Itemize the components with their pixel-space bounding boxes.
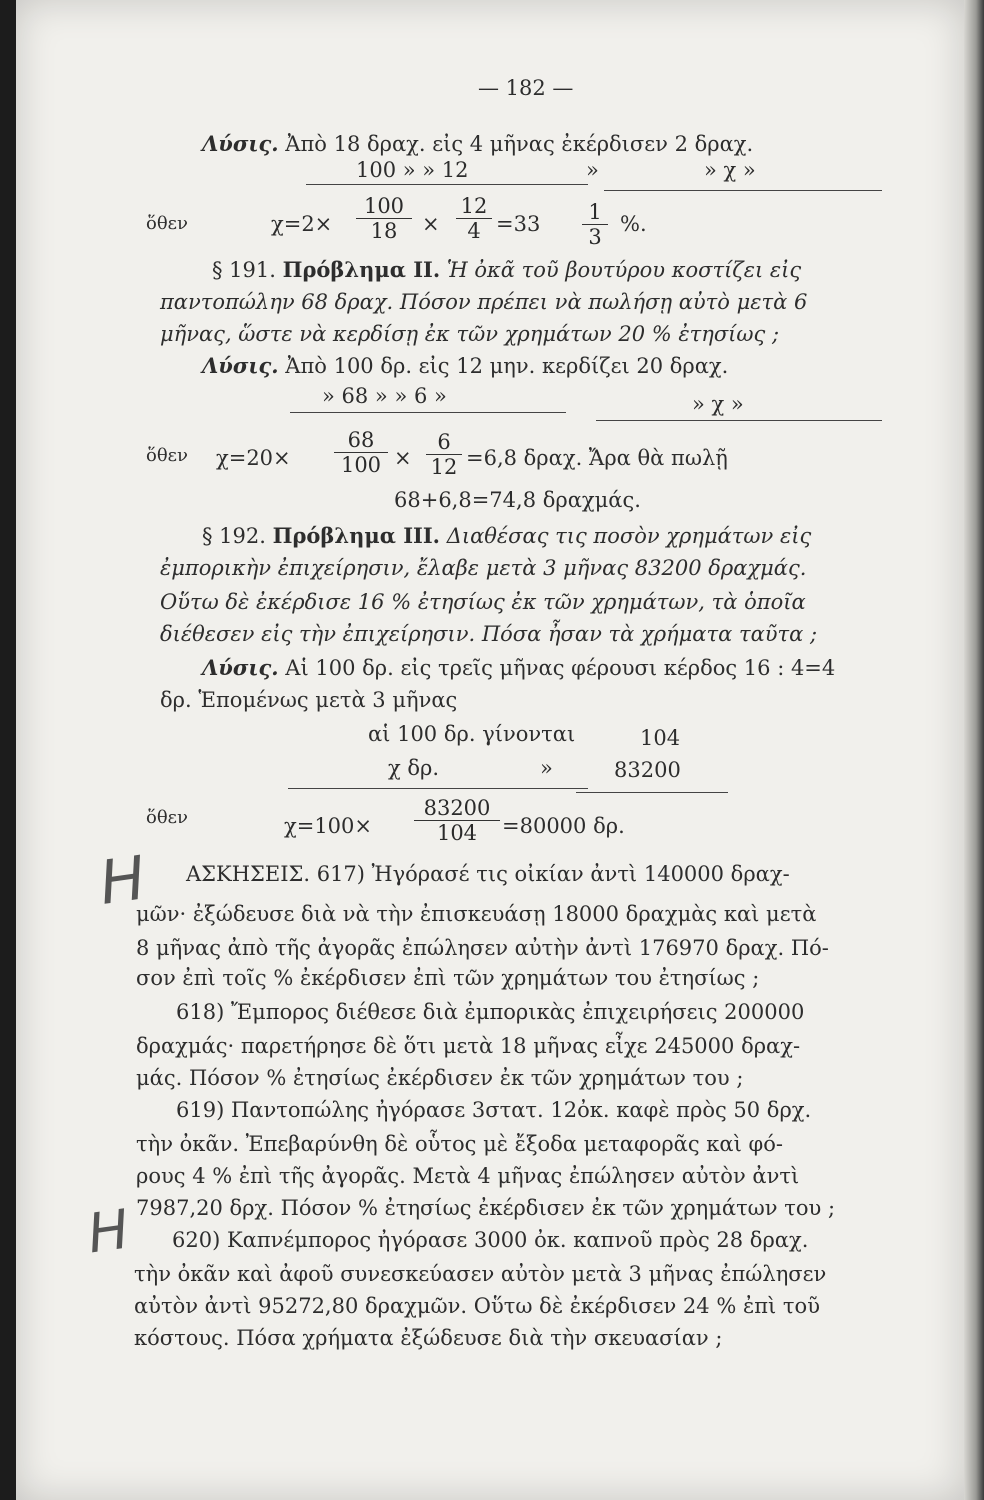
ex618-line2: δραχμάς· παρετήρησε δὲ ὅτι μετὰ 18 μῆνας εἶχε 245000 δραχ- [136, 1034, 801, 1058]
fraction: $\frac{100}{18}$ [356, 194, 412, 243]
ex619-line1: 619) Παντοπώλης ἠγόρασε 3στατ. 12ὀκ. καφὲ πρὸς 50 δρχ. [176, 1098, 812, 1122]
problem-label: Πρόβλημα ΙΙΙ. [272, 523, 440, 548]
s190-line2b: » [586, 158, 599, 182]
ex617-line3: 8 μῆνας ἀπὸ τῆς ἀγορᾶς ἐπώλησεν αὐτὴν ἀντὶ 176970 δραχ. Πό- [136, 936, 829, 960]
sum-line: 68+6,8=74,8 δραχμάς. [394, 488, 641, 512]
times-sign: × [422, 212, 440, 236]
times-sign: × [394, 446, 412, 470]
exercises-heading: ΑΣΚΗΣΕΙΣ. [186, 862, 311, 886]
book-page [16, 0, 964, 1500]
fraction: $\frac{68}{100}$ [334, 428, 388, 477]
rule [596, 420, 882, 421]
equation-x: χ=20× [216, 446, 291, 470]
s190-line2c: » χ » [704, 158, 756, 182]
ex620-line3: αὐτὸν ἀντὶ 95272,80 δραχμῶν. Οὕτω δὲ ἐκέρδισεν 24 % ἐπὶ τοῦ [134, 1294, 820, 1318]
hence-label: ὅθεν [146, 445, 188, 466]
equation-mid: =33 [496, 212, 541, 236]
ex618-line1: 618) Ἔμπορος διέθεσε διὰ ἐμπορικὰς ἐπιχειρήσεις 200000 [176, 1000, 805, 1024]
problem-label: Πρόβλημα ΙΙ. [282, 257, 441, 282]
fraction: $\frac{1}{3}$ [582, 200, 608, 249]
s191-sol2a: » 68 » » 6 » [322, 384, 447, 408]
equation-x: χ=100× [284, 814, 372, 838]
page-edge [964, 0, 984, 1500]
s191-line3: μῆνας, ὥστε νὰ κερδίσῃ ἐκ τῶν χρημάτων 20 % ἐτησίως ; [160, 322, 780, 346]
page-number: — 182 — [478, 76, 574, 100]
s192-line1: § 192. Πρόβλημα ΙΙΙ. Διαθέσας τις ποσὸν χρημάτων εἰς [202, 523, 812, 548]
s192-sol3b: 104 [640, 726, 681, 750]
s191-sol2b: » χ » [692, 392, 744, 416]
hence-label: ὅθεν [146, 213, 188, 234]
ex618-line3: μάς. Πόσον % ἐτησίως ἐκέρδισεν ἐκ τῶν χρημάτων του ; [136, 1066, 744, 1090]
s191-line1: § 191. Πρόβλημα ΙΙ. Ἡ ὀκᾶ τοῦ βουτύρου κοστίζει εἰς [212, 257, 802, 282]
s191-sol1: Λύσις. Ἀπὸ 100 δρ. εἰς 12 μην. κερδίζει 20 δραχ. [202, 353, 729, 378]
ex619-line3: ρους 4 % ἐπὶ τῆς ἀγορᾶς. Μετὰ 4 μῆνας ἐπώλησεν αὐτὸν ἀντὶ [136, 1164, 800, 1188]
s192-sol1: Λύσις. Αἱ 100 δρ. εἰς τρεῖς μῆνας φέρουσι κέρδος 16 : 4=4 [202, 655, 836, 680]
fraction: $\frac{6}{12}$ [426, 430, 462, 479]
hence-label: ὅθεν [146, 807, 188, 828]
percent-sign: %. [620, 212, 647, 236]
ex619-line4: 7987,20 δρχ. Πόσον % ἐτησίως ἐκέρδισεν ἐκ τῶν χρημάτων του ; [136, 1196, 836, 1220]
ex617-line2: μῶν· ἐξώδευσε διὰ νὰ τὴν ἐπισκευάσῃ 18000 δραχμὰς καὶ μετὰ [136, 902, 817, 926]
s192-sol2: δρ. Ἑπομένως μετὰ 3 μῆνας [160, 688, 458, 712]
s192-sol4c: 83200 [614, 758, 681, 782]
ex617-line1: ΑΣΚΗΣΕΙΣ. 617) Ἠγόρασέ τις οἰκίαν ἀντὶ 140000 δραχ- [186, 862, 790, 886]
solution-label: Λύσις. [202, 655, 279, 680]
equation-x: χ=2× [271, 212, 333, 236]
rule [576, 792, 728, 793]
handwritten-mark: H [83, 1197, 133, 1266]
s192-line4: διέθεσεν εἰς τὴν ἐπιχείρησιν. Πόσα ἦσαν τὰ χρήματα ταῦτα ; [160, 622, 818, 646]
s192-sol3a: αἱ 100 δρ. γίνονται [368, 722, 576, 746]
fraction: $\frac{83200}{104}$ [414, 796, 500, 845]
rule [290, 412, 566, 413]
ex620-line1: 620) Καπνέμπορος ἠγόρασε 3000 ὀκ. καπνοῦ πρὸς 28 δραχ. [172, 1228, 809, 1252]
ex620-line4: κόστους. Πόσα χρήματα ἐξώδευσε διὰ τὴν σκευασίαν ; [134, 1326, 723, 1350]
rule [288, 788, 588, 789]
solution-label: Λύσις. [202, 353, 279, 378]
ex619-line2: τὴν ὀκᾶν. Ἐπεβαρύνθη δὲ οὗτος μὲ ἔξοδα μεταφορᾶς καὶ φό- [136, 1132, 783, 1156]
s190-text: Ἀπὸ 18 δραχ. εἰς 4 μῆνας ἐκέρδισεν 2 δραχ. [285, 132, 754, 156]
s192-line2: ἐμπορικὴν ἐπιχείρησιν, ἔλαβε μετὰ 3 μῆνας 83200 δραχμάς. [160, 556, 807, 580]
s191-line2: παντοπώλην 68 δραχ. Πόσον πρέπει νὰ πωλήσῃ αὐτὸ μετὰ 6 [160, 290, 808, 314]
handwritten-mark: H [95, 843, 150, 919]
s190-line1 [202, 132, 753, 156]
rule [306, 184, 588, 185]
s192-sol4a: χ δρ. [388, 756, 440, 780]
s192-sol4b: » [540, 756, 553, 780]
equation-result: =80000 δρ. [502, 814, 625, 838]
equation-result: =6,8 δραχ. Ἄρα θὰ πωλῇ [466, 446, 728, 470]
s192-line3: Οὕτω δὲ ἐκέρδισε 16 % ἐτησίως ἐκ τῶν χρημάτων, τὰ ὁποῖα [160, 590, 806, 614]
fraction: $\frac{12}{4}$ [456, 194, 492, 243]
ex620-line2: τὴν ὀκᾶν καὶ ἀφοῦ συνεσκεύασεν αὐτὸν μετὰ 3 μῆνας ἐπώλησεν [134, 1262, 827, 1286]
ex617-line4: σον ἐπὶ τοῖς % ἐκέρδισεν ἐπὶ τῶν χρημάτων του ἐτησίως ; [136, 966, 760, 990]
rule [604, 190, 882, 191]
solution-label: Λύσις. [202, 131, 279, 156]
s190-line2a: 100 » » 12 [356, 158, 469, 182]
